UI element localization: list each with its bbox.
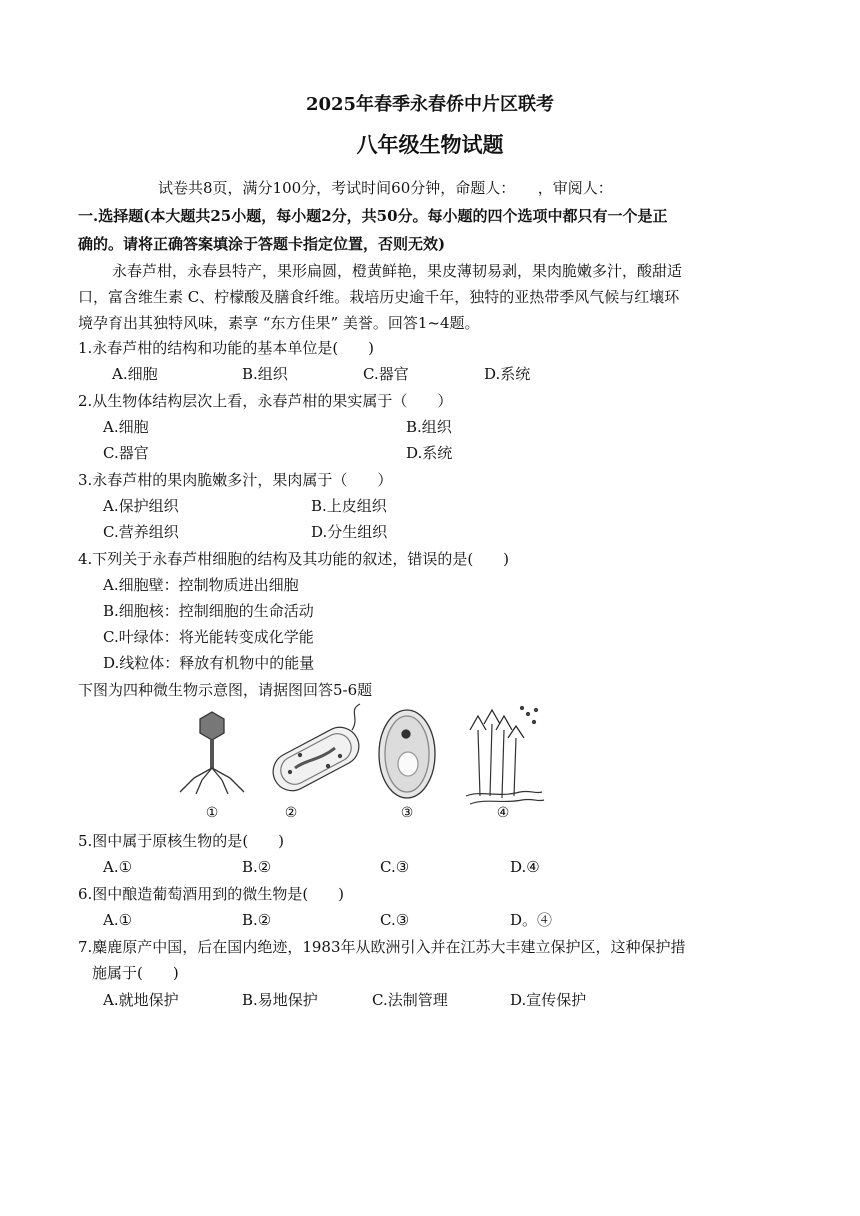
q3-option-d: D.分生组织 xyxy=(311,523,388,541)
passage-line1: 永春芦柑，永春县特产，果形扁圆，橙黄鲜艳，果皮薄韧易剥，果肉脆嫩多汁，酸甜适 xyxy=(112,262,683,280)
q7-option-b: B.易地保护 xyxy=(242,991,318,1009)
q6-option-d: D。④ xyxy=(510,911,553,929)
q6-option-a: A.① xyxy=(103,911,133,929)
yeast-drawing xyxy=(379,710,435,798)
question-4-stem: 4.下列关于永春芦柑细胞的结构及其功能的叙述，错误的是( ) xyxy=(78,550,510,568)
q5-option-c: C.③ xyxy=(380,858,410,876)
question-7-stem-line2: 施属于( ) xyxy=(92,964,179,982)
q4-option-c: C.叶绿体：将光能转变成化学能 xyxy=(103,628,314,646)
q2-option-b: B.组织 xyxy=(406,418,452,436)
q2-option-c: C.器官 xyxy=(103,444,149,462)
q3-option-b: B.上皮组织 xyxy=(311,497,387,515)
passage-line2: 口，富含维生素 C、柠檬酸及膳食纤维。栽培历史逾千年，独特的亚热带季风气候与红壤环 xyxy=(78,288,680,306)
mold-drawing xyxy=(466,707,544,805)
passage-line3: 境孕育出其独特风味，素享 “东方佳果” 美誉。回答1~4题。 xyxy=(78,314,480,332)
exam-info: 试卷共8页，满分100分，考试时间60分钟，命题人： ，审阅人： xyxy=(158,179,613,197)
q6-option-b: B.② xyxy=(242,911,272,929)
q3-option-a: A.保护组织 xyxy=(103,497,179,515)
q1-option-b: B.组织 xyxy=(242,365,288,383)
figure-label-2: ② xyxy=(284,805,298,821)
q2-option-a: A.细胞 xyxy=(103,418,149,436)
q5-option-a: A.① xyxy=(103,858,133,876)
bacteriophage-drawing xyxy=(180,712,244,794)
figure-label-4: ④ xyxy=(496,805,510,821)
q4-option-b: B.细胞核：控制细胞的生命活动 xyxy=(103,602,314,620)
microorganisms-figure xyxy=(170,700,550,825)
question-7-stem-line1: 7.麋鹿原产中国，后在国内绝迹，1983年从欧洲引入并在江苏大丰建立保护区，这种保护措 xyxy=(78,938,686,956)
q7-option-d: D.宣传保护 xyxy=(510,991,587,1009)
q4-option-d: D.线粒体：释放有机物中的能量 xyxy=(103,654,315,672)
exam-title: 2025年春季永春侨中片区联考 xyxy=(305,94,555,115)
q3-option-c: C.营养组织 xyxy=(103,523,179,541)
figure-intro: 下图为四种微生物示意图，请据图回答5-6题 xyxy=(78,681,373,699)
question-2-stem: 2.从生物体结构层次上看，永春芦柑的果实属于（ ） xyxy=(78,392,453,410)
section-heading-line1: 一.选择题(本大题共25小题，每小题2分，共50分。每小题的四个选项中都只有一个是正 xyxy=(78,207,668,225)
q4-option-a: A.细胞壁：控制物质进出细胞 xyxy=(103,576,299,594)
question-1-stem: 1.永春芦柑的结构和功能的基本单位是( ) xyxy=(78,339,375,357)
figure-label-1: ① xyxy=(205,805,219,821)
q7-option-c: C.法制管理 xyxy=(372,991,448,1009)
section-heading-line2: 确的。请将正确答案填涂于答题卡指定位置，否则无效) xyxy=(78,235,446,253)
q1-option-d: D.系统 xyxy=(484,365,531,383)
question-3-stem: 3.永春芦柑的果肉脆嫩多汁，果肉属于（ ） xyxy=(78,471,393,489)
q5-option-b: B.② xyxy=(242,858,272,876)
question-6-stem: 6.图中酿造葡萄酒用到的微生物是( ) xyxy=(78,885,345,903)
q2-option-d: D.系统 xyxy=(406,444,453,462)
bacterium-drawing xyxy=(266,704,365,797)
q1-option-a: A.细胞 xyxy=(112,365,158,383)
figure-label-3: ③ xyxy=(400,805,414,821)
q6-option-c: C.③ xyxy=(380,911,410,929)
q1-option-c: C.器官 xyxy=(363,365,409,383)
q5-option-d: D.④ xyxy=(510,858,540,876)
exam-subtitle: 八年级生物试题 xyxy=(356,132,504,157)
question-5-stem: 5.图中属于原核生物的是( ) xyxy=(78,832,285,850)
q7-option-a: A.就地保护 xyxy=(103,991,179,1009)
